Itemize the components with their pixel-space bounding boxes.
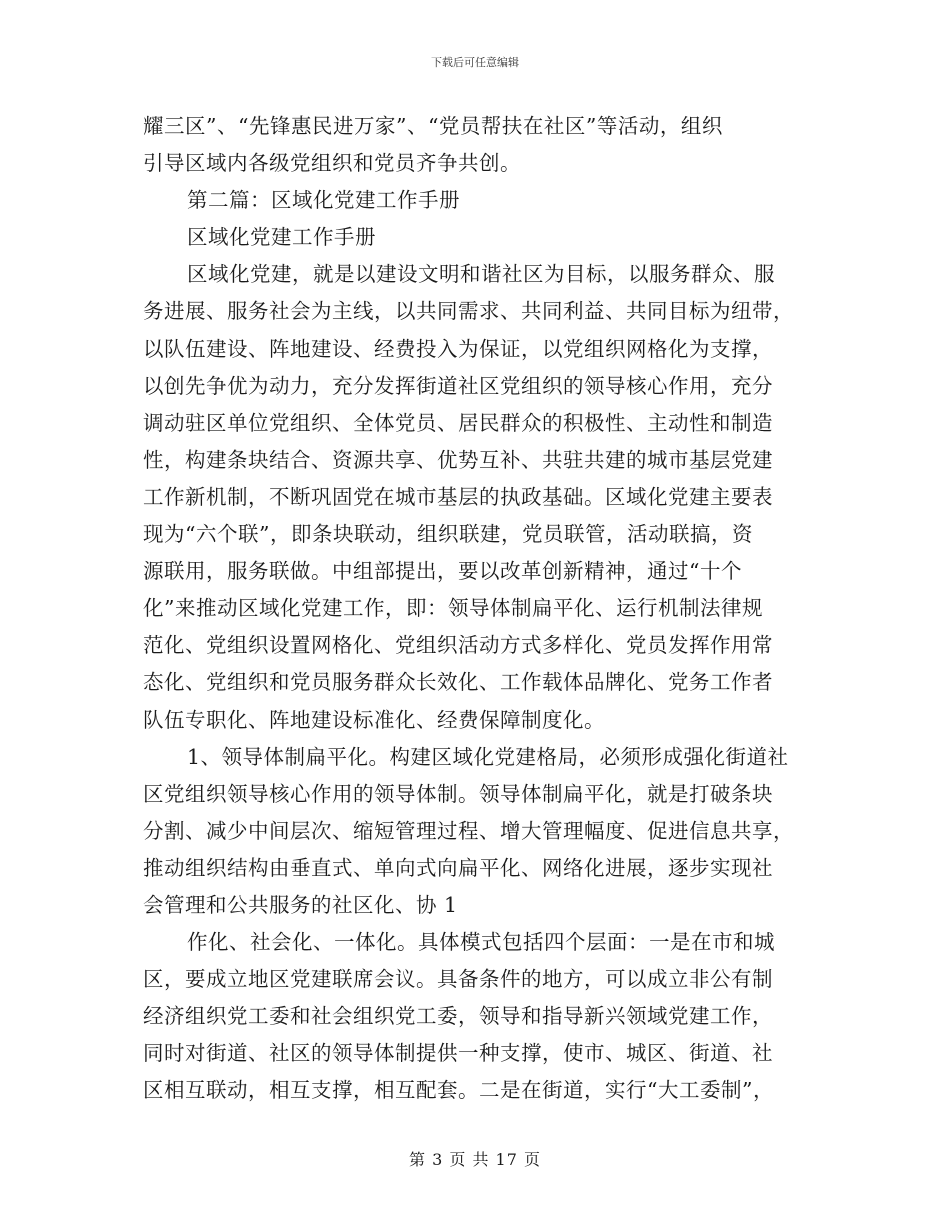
text-line: 源联用，服务联做。中组部提出，要以改革创新精神，通过“十个: [143, 559, 742, 584]
text-line: 耀三区”、“先锋惠民进万家”、“党员帮扶在社区”等活动，组织: [143, 114, 723, 138]
text-line: 性，构建条块结合、资源共享、优势互补、共驻共建的城市基层党建: [143, 447, 773, 472]
text-line: 队伍专职化、阵地建设标准化、经费保障制度化。: [143, 707, 605, 732]
text-line: 以队伍建设、阵地建设、经费投入为保证，以党组织网格化为支撑，: [143, 336, 773, 361]
text-line: 范化、党组织设置网格化、党组织活动方式多样化、党员发挥作用常: [143, 633, 773, 658]
text-line: 态化、党组织和党员服务群众长效化、工作载体品牌化、党务工作者: [143, 670, 773, 695]
text-line: 务进展、服务社会为主线，以共同需求、共同利益、共同目标为纽带，: [143, 299, 794, 324]
page-number-footer: 第 3 页 共 17 页: [409, 1150, 541, 1169]
text-line: 引导区域内各级党组织和党员齐争共创。: [143, 151, 521, 176]
text-line: 化”来推动区域化党建工作，即：领导体制扁平化、运行机制法律规: [143, 596, 763, 621]
text-line: 以创先争优为动力，充分发挥街道社区党组织的领导核心作用，充分: [143, 373, 773, 398]
text-line: 1、领导体制扁平化。构建区域化党建格局，必须形成强化街道社: [187, 744, 789, 769]
text-line: 区域化党建，就是以建设文明和谐社区为目标，以服务群众、服: [187, 262, 775, 287]
text-line: 会管理和公共服务的社区化、协 1: [143, 892, 458, 917]
text-line: 调动驻区单位党组织、全体党员、居民群众的积极性、主动性和制造: [143, 410, 773, 435]
text-line: 推动组织结构由垂直式、单向式向扁平化、网络化进展，逐步实现社: [143, 855, 773, 880]
text-line: 同时对街道、社区的领导体制提供一种支撑，使市、城区、街道、社: [143, 1041, 773, 1066]
text-line: 分割、减少中间层次、缩短管理过程、增大管理幅度、促进信息共享，: [143, 818, 794, 843]
page-header-note: 下载后可任意编辑: [431, 56, 519, 69]
text-line: 区党组织领导核心作用的领导体制。领导体制扁平化，就是打破条块: [143, 781, 773, 806]
text-line: 区，要成立地区党建联席会议。具备条件的地方，可以成立非公有制: [143, 967, 773, 992]
text-line: 区相互联动，相互支撑，相互配套。二是在街道，实行“大工委制”，: [143, 1078, 774, 1103]
section-subtitle: 区域化党建工作手册: [187, 225, 376, 250]
text-line: 经济组织党工委和社会组织党工委，领导和指导新兴领域党建工作，: [143, 1004, 773, 1029]
text-line: 现为“六个联”，即条块联动，组织联建，党员联管，活动联搞，资: [143, 522, 753, 547]
text-line: 作化、社会化、一体化。具体模式包括四个层面：一是在市和城: [187, 930, 775, 955]
section-title: 第二篇：区域化党建工作手册: [187, 188, 460, 213]
text-line: 工作新机制，不断巩固党在城市基层的执政基础。区域化党建主要表: [143, 484, 773, 509]
document-body: [143, 108, 813, 1110]
